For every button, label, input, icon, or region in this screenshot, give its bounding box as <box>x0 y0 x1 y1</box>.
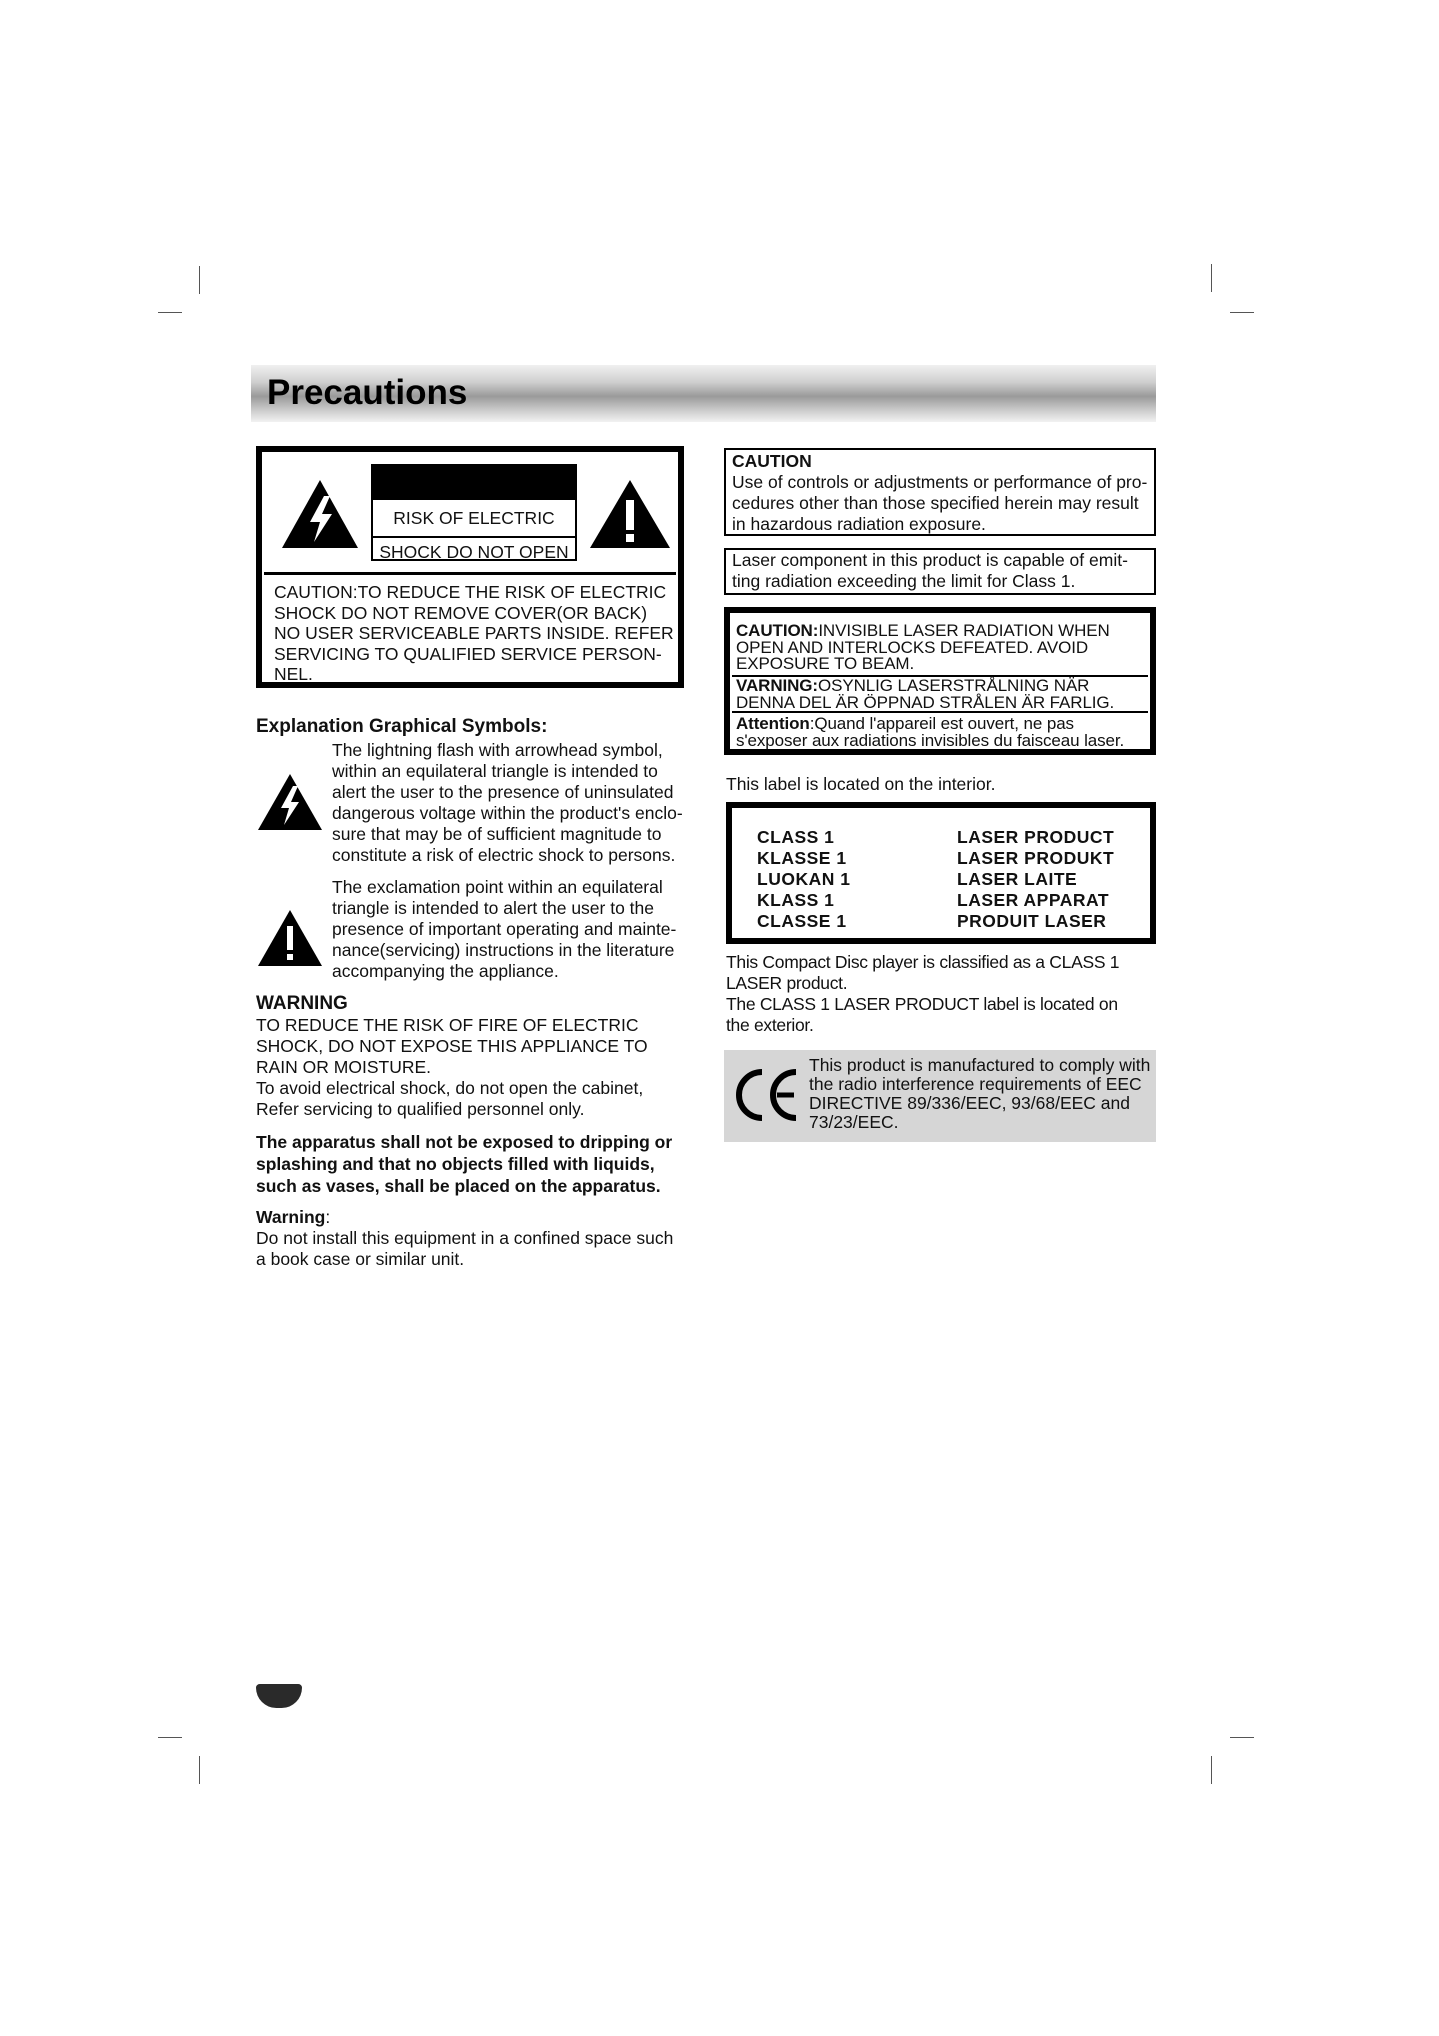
lightning-symbol-icon <box>256 772 324 832</box>
text-line: splashing and that no objects filled with liquids, <box>256 1154 655 1174</box>
text-line: 73/23/EEC. <box>809 1112 899 1132</box>
text-line: PRODUIT LASER <box>957 911 1107 931</box>
text-line: DIRECTIVE 89/336/EEC, 93/68/EEC and <box>809 1093 1130 1113</box>
attention-row <box>732 711 1148 749</box>
crop-mark <box>158 1737 182 1738</box>
text-line: LASER PRODUKT <box>957 848 1115 868</box>
text-line: The lightning flash with arrowhead symbol, <box>332 740 663 760</box>
text-line: sure that may be of sufficient magnitude to <box>332 824 662 844</box>
text-line: ting radiation exceeding the limit for Class 1. <box>732 571 1076 591</box>
caution-box <box>724 448 1156 536</box>
crop-mark <box>199 266 200 294</box>
text-line: a book case or similar unit. <box>256 1249 465 1269</box>
warning2-block <box>256 1207 673 1270</box>
text-line: LASER PRODUCT <box>957 827 1115 847</box>
text-line: Do not install this equipment in a confined space such <box>256 1228 674 1248</box>
text-line: Refer servicing to qualified personnel only. <box>256 1099 585 1119</box>
text-line: nance(servicing) instructions in the literature <box>332 940 675 960</box>
explanation-title: Explanation Graphical Symbols: <box>256 716 548 737</box>
text-line: KLASSE 1 <box>757 848 847 868</box>
apparatus-warning <box>256 1131 672 1197</box>
shock-caution-text-area <box>264 572 676 684</box>
text-line: The apparatus shall not be exposed to dripping or <box>256 1132 673 1152</box>
text-line: accompanying the appliance. <box>332 961 559 981</box>
varning-row <box>732 675 1148 711</box>
invisible-radiation-box <box>724 607 1156 755</box>
laser-component-box <box>724 548 1156 595</box>
text-line: the exterior. <box>726 1015 814 1035</box>
ce-compliance-box <box>724 1050 1156 1142</box>
text-line: s'exposer aux radiations invisibles du faisceau laser. <box>736 730 1125 750</box>
text-line: cedures other than those specified herein may result <box>732 493 1139 513</box>
page-title: Precautions <box>267 373 468 412</box>
text-line: TO REDUCE THE RISK OF FIRE OF ELECTRIC <box>256 1015 639 1035</box>
text-line: This product is manufactured to comply with <box>809 1055 1151 1075</box>
text-line: dangerous voltage within the product's enclo- <box>332 803 683 823</box>
text-line: SERVICING TO QUALIFIED SERVICE PERSON- <box>274 643 662 664</box>
attention-label: Attention <box>736 714 810 733</box>
text-line: NEL. <box>274 664 313 684</box>
text-line: CAUTION:TO REDUCE THE RISK OF ELECTRIC <box>274 582 667 602</box>
text-line: INVISIBLE LASER RADIATION WHEN <box>818 621 1110 640</box>
caution-label: CAUTION: <box>736 621 819 640</box>
crop-mark <box>1211 1756 1212 1784</box>
text-line: :Quand l'appareil est ouvert, ne pas <box>809 714 1074 733</box>
caution-radiation-row <box>732 623 1148 677</box>
text-line: DENNA DEL ÄR ÖPPNAD STRÅLEN ÄR FARLIG. <box>736 692 1115 712</box>
text-line: The CLASS 1 LASER PRODUCT label is located on <box>726 994 1118 1014</box>
text-line: RAIN OR MOISTURE. <box>256 1057 432 1077</box>
text-line: NO USER SERVICEABLE PARTS INSIDE. REFER <box>274 623 674 643</box>
crop-mark <box>158 312 182 313</box>
text-line: alert the user to the presence of uninsulated <box>332 782 674 802</box>
varning-label: VARNING: <box>736 676 818 695</box>
text-line: SHOCK DO NOT REMOVE COVER(OR BACK) <box>274 602 648 623</box>
caution-title: CAUTION <box>732 451 812 471</box>
page-header <box>251 365 1156 422</box>
crop-mark <box>1230 312 1254 313</box>
text-line: the radio interference requirements of EEC <box>809 1074 1142 1094</box>
text-line: within an equilateral triangle is intended to <box>332 761 658 781</box>
text-line: KLASS 1 <box>757 890 835 910</box>
page-number-tab <box>256 1684 302 1708</box>
interior-label-note: This label is located on the interior. <box>726 774 996 794</box>
class-right-column <box>957 827 1114 932</box>
laser-class-label <box>726 802 1156 944</box>
lightning-explanation <box>332 740 683 866</box>
exclamation-warning-icon <box>588 478 672 550</box>
text-line: To avoid electrical shock, do not open the cabinet, <box>256 1078 644 1098</box>
text-line: such as vases, shall be placed on the apparatus. <box>256 1176 661 1196</box>
text-line: triangle is intended to alert the user to the <box>332 898 655 918</box>
text-line: CLASSE 1 <box>757 911 847 931</box>
warning-text <box>256 1015 648 1120</box>
class-note <box>726 952 1119 1036</box>
shock-warning-box <box>256 446 684 688</box>
warning2-title: Warning <box>256 1207 326 1227</box>
text-line: Laser component in this product is capable of emit- <box>732 550 1128 570</box>
text-line: EXPOSURE TO BEAM. <box>736 654 915 673</box>
crop-mark <box>1230 1737 1254 1738</box>
warning-title: WARNING <box>256 993 348 1014</box>
text-line: The exclamation point within an equilateral <box>332 877 663 897</box>
text-line: LASER APPARAT <box>957 890 1110 910</box>
text-line: Use of controls or adjustments or performance of pro- <box>732 472 1148 492</box>
text-line: LUOKAN 1 <box>757 869 851 889</box>
exclamation-symbol-icon <box>256 908 324 968</box>
crop-mark <box>1211 264 1212 292</box>
text-line: CLASS 1 <box>757 827 835 847</box>
lightning-warning-icon <box>280 478 360 550</box>
text-line: constitute a risk of electric shock to persons. <box>332 845 676 865</box>
crop-mark <box>199 1756 200 1784</box>
text-line: presence of important operating and mainte- <box>332 919 677 939</box>
risk-label-line1: RISK OF ELECTRIC <box>393 508 555 528</box>
text-line: OSYNLIG LASERSTRÅLNING NÄR <box>818 676 1090 695</box>
risk-label-line2: SHOCK DO NOT OPEN <box>373 536 575 563</box>
text-line: in hazardous radiation exposure. <box>732 514 986 534</box>
shock-caution-text <box>274 582 674 685</box>
ce-compliance-text <box>809 1056 1154 1132</box>
class-left-column <box>757 827 850 932</box>
exclamation-explanation <box>332 877 676 982</box>
ce-mark-icon <box>732 1064 802 1126</box>
risk-label-plate <box>371 464 577 561</box>
text-line: OPEN AND INTERLOCKS DEFEATED. AVOID <box>736 637 1088 657</box>
text-line: This Compact Disc player is classified as a CLASS 1 <box>726 952 1120 972</box>
text-line: LASER LAITE <box>957 869 1078 889</box>
text-line: LASER product. <box>726 973 848 993</box>
warning2-colon: : <box>325 1207 331 1227</box>
text-line: SHOCK, DO NOT EXPOSE THIS APPLIANCE TO <box>256 1036 648 1056</box>
